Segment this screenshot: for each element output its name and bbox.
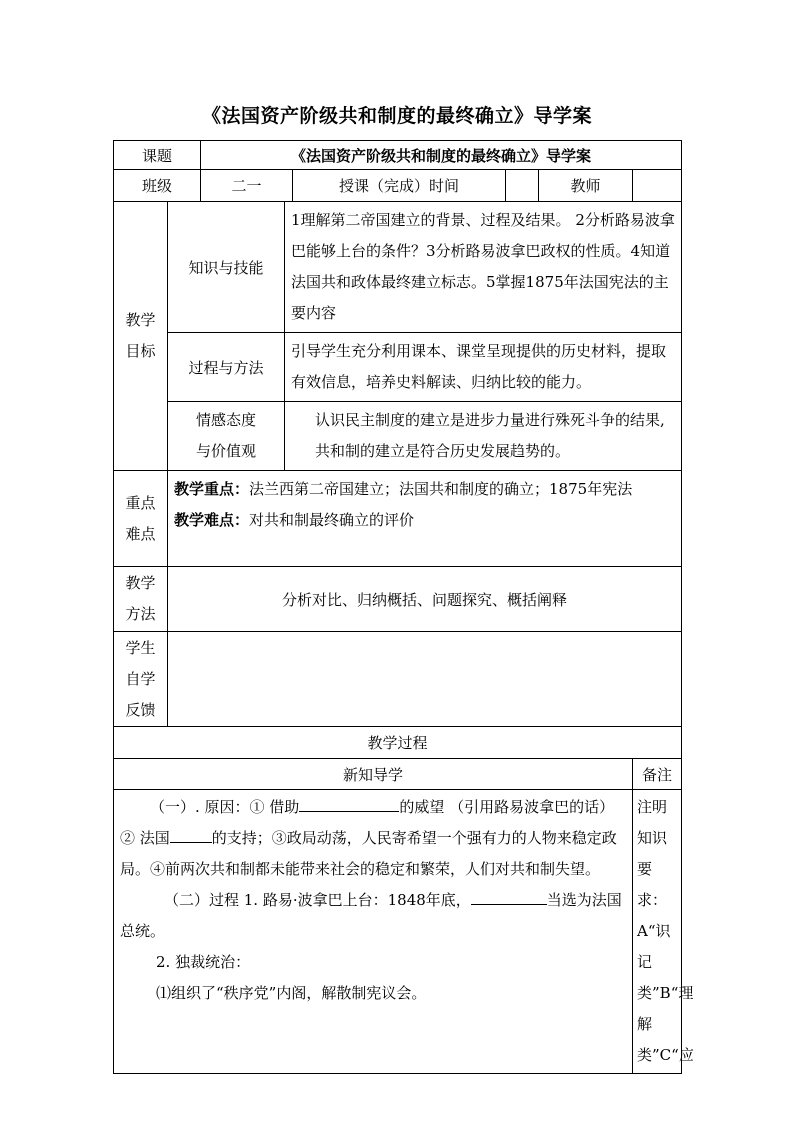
guide-paragraph-5: ⑴组织了“秩序党”内阁，解散制宪议会。: [156, 984, 427, 1002]
feedback-row: [114, 632, 682, 727]
difficult-point-label: 教学难点：: [174, 511, 250, 529]
method-row: [114, 567, 682, 632]
guide-paragraph-3: （二）过程 1. 路易·波拿巴上台：1848年底， 当选为法国总统。: [120, 885, 626, 947]
emotion-row: [114, 402, 682, 471]
emotion-label-line1: 情感态度: [196, 411, 257, 429]
process-header: 教学过程: [114, 727, 682, 759]
key-point-text: 法兰西第二帝国建立；法国共和制度的确立；1875年宪法: [249, 480, 633, 498]
blank-field-1[interactable]: [299, 793, 399, 812]
topic-label: 课题: [114, 141, 201, 170]
process-header-row: [114, 727, 682, 759]
method-label: [114, 567, 168, 632]
knowledge-label: 知识与技能: [168, 202, 285, 333]
topic-value: 《法国资产阶级共和制度的最终确立》导学案: [201, 141, 682, 170]
method-label-text: 教学方法: [125, 574, 156, 623]
time-value[interactable]: [506, 170, 539, 202]
guide-main-header: 新知导学: [114, 759, 633, 790]
key-point-label: 教学重点：: [174, 480, 250, 498]
method-text: 分析对比、归纳概括、问题探究、概括阐释: [168, 567, 682, 632]
key-points-row: [114, 471, 682, 567]
guide-paragraph-4: 2. 独裁统治：: [156, 953, 251, 971]
emotion-label: [168, 402, 285, 471]
guide-paragraph-1: （一）. 原因：① 借助 的威望 （引用路易波拿巴的话）: [120, 792, 626, 823]
objectives-group-text: 教学目标: [125, 311, 156, 360]
class-value: 二一: [201, 170, 293, 202]
key-points-label-text: 重点难点: [125, 493, 156, 543]
key-point-line: [174, 474, 675, 505]
emotion-text: 认识民主制度的建立是进步力量进行殊死斗争的结果,共和制的建立是符合历史发展趋势的。: [285, 402, 682, 471]
guide-content: [114, 790, 633, 1074]
blank-field-3[interactable]: [471, 886, 547, 905]
difficult-point-text: 对共和制最终确立的评价: [249, 511, 415, 529]
lesson-plan-table: [113, 140, 694, 1074]
process-row: [114, 333, 682, 402]
feedback-label: [114, 632, 168, 727]
teacher-label: 教师: [539, 170, 633, 202]
class-row: [114, 170, 682, 202]
feedback-input[interactable]: [168, 632, 682, 727]
difficult-point-line: [174, 505, 675, 536]
time-label: 授课（完成）时间: [293, 170, 506, 202]
class-label: 班级: [114, 170, 201, 202]
guide-header-row: [114, 759, 682, 790]
key-points-content: [168, 471, 682, 567]
guide-note-header: 备注: [633, 759, 682, 790]
guide-note: 注明知识要求：A“识记类”B“理解类”C“应: [633, 790, 682, 1074]
key-points-label: [114, 471, 168, 567]
knowledge-row: [114, 202, 682, 333]
knowledge-text: 1理解第二帝国建立的背景、过程及结果。 2分析路易波拿巴能够上台的条件？3分析路易波拿巴政权的性质。4知道法国共和政体最终建立标志。5掌握1875年法国宪法的主要内容: [285, 202, 682, 333]
guide-paragraph-2: ② 法国 的支持；③政局动荡，人民寄希望一个强有力的人物来稳定政局。④前两次共和制都未能带来社会的稳定和繁荣，人们对共和制失望。: [120, 823, 626, 885]
feedback-label-text: 学生自学反馈: [125, 638, 156, 719]
blank-field-2[interactable]: [170, 824, 212, 843]
objectives-group-label: [114, 202, 168, 471]
guide-content-row: [114, 790, 682, 1074]
teacher-value[interactable]: [633, 170, 682, 202]
document-title: 《法国资产阶级共和制度的最终确立》导学案: [201, 105, 592, 127]
topic-row: [114, 141, 682, 170]
process-label: 过程与方法: [168, 333, 285, 402]
process-text: 引导学生充分利用课本、课堂呈现提供的历史材料，提取有效信息，培养史料解读、归纳比较的能力。: [285, 333, 682, 402]
emotion-label-line2: 与价值观: [196, 442, 257, 460]
